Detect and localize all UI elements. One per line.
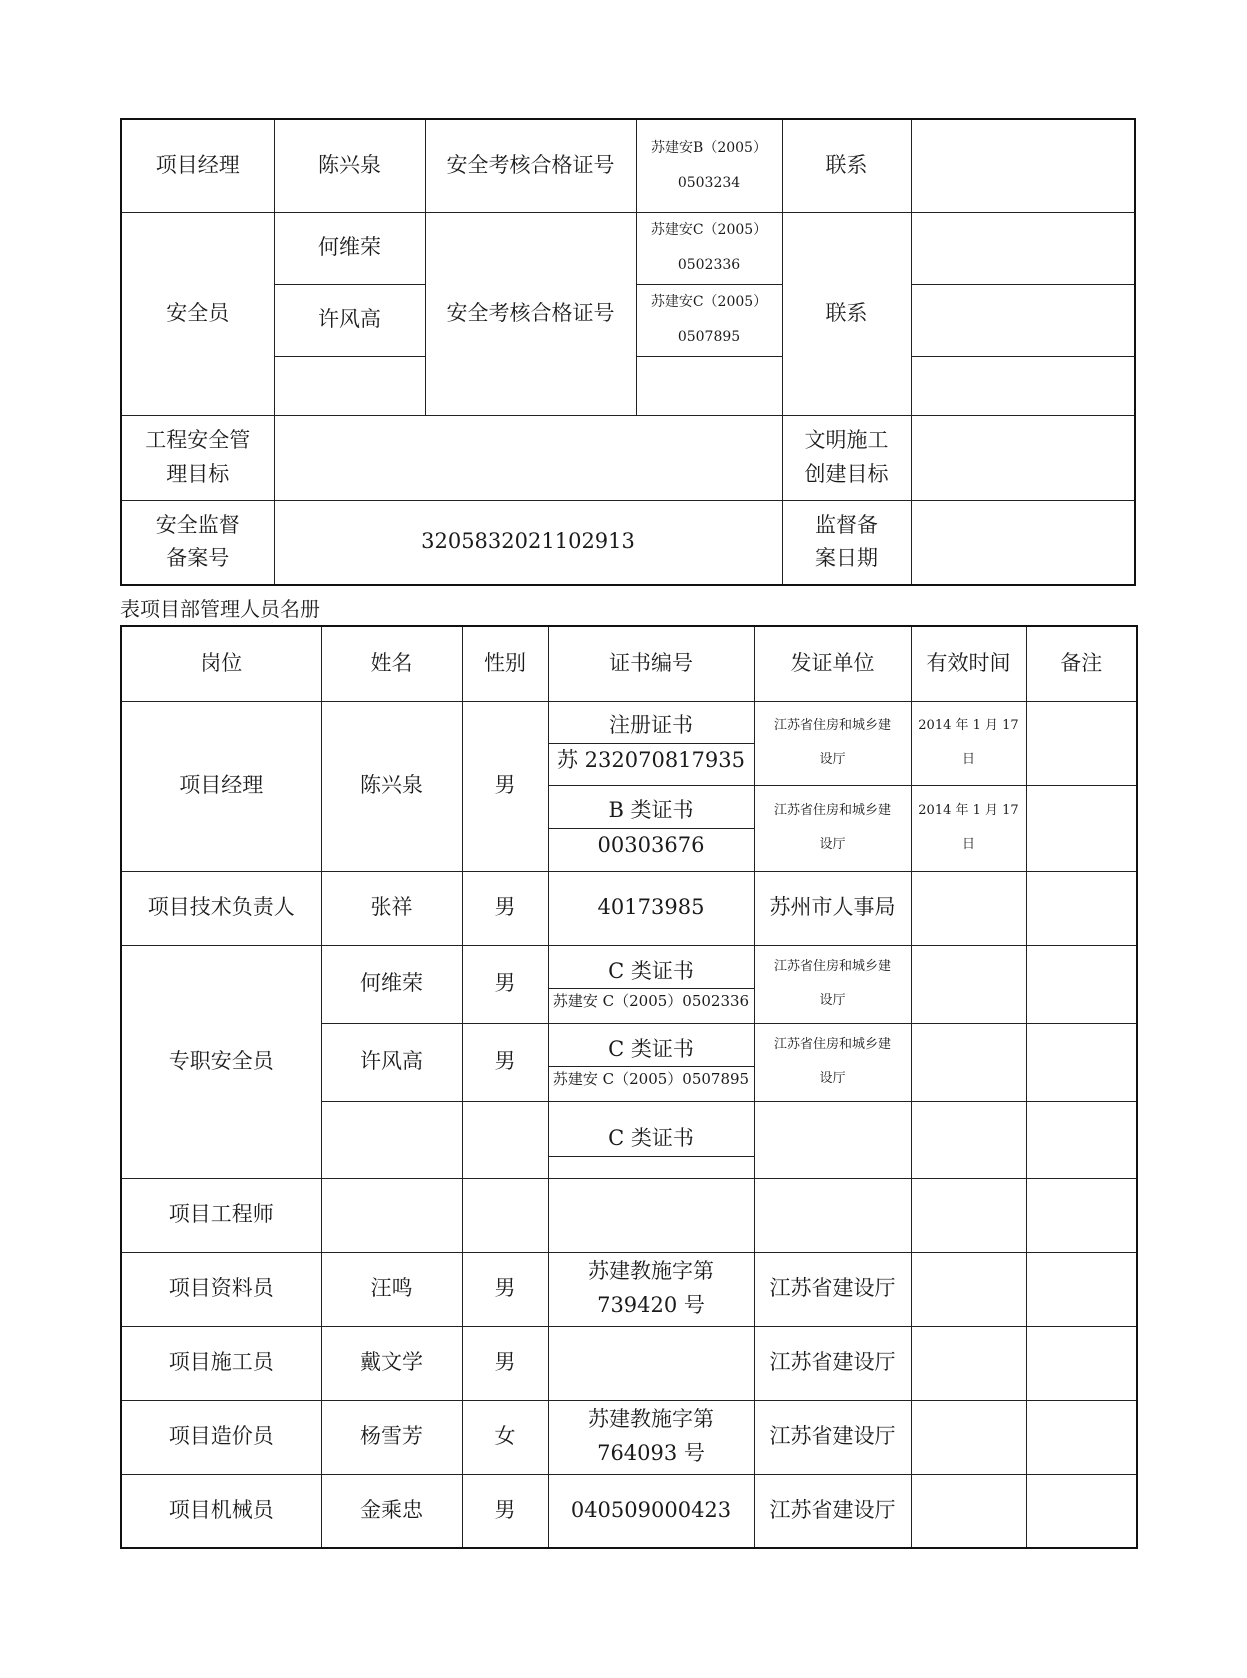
- table-row: [121, 871, 1137, 945]
- safety-officer-cert-number: [636, 356, 782, 415]
- header-cell: 发证单位: [754, 626, 911, 701]
- name-cell: 汪鸣: [321, 1252, 462, 1326]
- safety-officer-role-label: 安全员: [121, 212, 274, 415]
- valid-cell: 2014 年 1 月 17 日: [911, 785, 1026, 871]
- issuer-cell: [754, 1101, 911, 1178]
- issuer-cell: 江苏省建设厅: [754, 1400, 911, 1474]
- management-roster-table: [120, 625, 1138, 1549]
- pm-name: 陈兴泉: [274, 119, 425, 212]
- remark-cell: [1026, 1252, 1137, 1326]
- role-cell: 项目资料员: [121, 1252, 321, 1326]
- valid-cell: 2014 年 1 月 17 日: [911, 701, 1026, 785]
- cert-cell: [548, 1326, 754, 1400]
- table-header-row: [121, 626, 1137, 701]
- cert-cell: 40173985: [548, 871, 754, 945]
- cert-cell: [548, 1178, 754, 1252]
- safety-info-table: [120, 118, 1136, 586]
- role-cell: 项目造价员: [121, 1400, 321, 1474]
- table-row: [121, 701, 1137, 785]
- header-cell: 有效时间: [911, 626, 1026, 701]
- safety-officer-name: 何维荣: [274, 212, 425, 284]
- cert-cell: 040509000423: [548, 1474, 754, 1548]
- table-row: [121, 1252, 1137, 1326]
- name-cell: 何维荣: [321, 945, 462, 1023]
- safety-officer-cert-label: 安全考核合格证号: [425, 212, 636, 415]
- header-cell: 岗位: [121, 626, 321, 701]
- gender-cell: [462, 1178, 548, 1252]
- pm-cert-label: 安全考核合格证号: [425, 119, 636, 212]
- safety-officer-name: [274, 356, 425, 415]
- safety-officer-cert-number: 苏建安C（2005） 0502336: [636, 212, 782, 284]
- name-cell: 杨雪芳: [321, 1400, 462, 1474]
- valid-cell: [911, 1400, 1026, 1474]
- safety-goal-value: [274, 415, 782, 500]
- role-cell: 项目技术负责人: [121, 871, 321, 945]
- remark-cell: [1026, 945, 1137, 1023]
- safety-officer-cert-number: 苏建安C（2005） 0507895: [636, 284, 782, 356]
- name-cell: 戴文学: [321, 1326, 462, 1400]
- role-cell: 项目施工员: [121, 1326, 321, 1400]
- role-cell: 项目机械员: [121, 1474, 321, 1548]
- valid-cell: [911, 1023, 1026, 1101]
- gender-cell: 男: [462, 1023, 548, 1101]
- issuer-cell: [754, 1178, 911, 1252]
- cert-cell: 苏建教施字第 764093 号: [548, 1400, 754, 1474]
- civilized-construction-goal-value: [911, 415, 1135, 500]
- remark-cell: [1026, 1400, 1137, 1474]
- issuer-cell: 江苏省住房和城乡建 设厅: [754, 785, 911, 871]
- name-cell: 陈兴泉: [321, 701, 462, 871]
- valid-cell: [911, 1474, 1026, 1548]
- gender-cell: 男: [462, 945, 548, 1023]
- safety-officer-contact-label: 联系: [782, 212, 911, 415]
- supervision-record-label: 安全监督 备案号: [121, 500, 274, 585]
- supervision-date-label: 监督备 案日期: [782, 500, 911, 585]
- name-cell: 许风高: [321, 1023, 462, 1101]
- safety-officer-contact-value: [911, 356, 1135, 415]
- safety-officer-contact-value: [911, 284, 1135, 356]
- gender-cell: 女: [462, 1400, 548, 1474]
- header-cell: 姓名: [321, 626, 462, 701]
- issuer-cell: 苏州市人事局: [754, 871, 911, 945]
- safety-officer-contact-value: [911, 212, 1135, 284]
- pm-cert-number: 苏建安B（2005） 0503234: [636, 119, 782, 212]
- issuer-cell: 江苏省建设厅: [754, 1326, 911, 1400]
- cert-cell: C 类证书 苏建安 C（2005）0502336: [548, 945, 754, 1023]
- issuer-cell: 江苏省住房和城乡建 设厅: [754, 1023, 911, 1101]
- issuer-cell: 江苏省住房和城乡建 设厅: [754, 945, 911, 1023]
- table-row: [121, 1474, 1137, 1548]
- remark-cell: [1026, 701, 1137, 785]
- header-cell: 备注: [1026, 626, 1137, 701]
- header-cell: 证书编号: [548, 626, 754, 701]
- name-cell: [321, 1178, 462, 1252]
- supervision-record-number: 3205832021102913: [274, 500, 782, 585]
- name-cell: 金乘忠: [321, 1474, 462, 1548]
- role-cell: 专职安全员: [121, 945, 321, 1178]
- roster-caption: 表项目部管理人员名册: [120, 597, 320, 621]
- civilized-construction-goal-label: 文明施工 创建目标: [782, 415, 911, 500]
- valid-cell: [911, 1326, 1026, 1400]
- safety-officer-name: 许风高: [274, 284, 425, 356]
- table-row: [121, 1326, 1137, 1400]
- name-cell: [321, 1101, 462, 1178]
- valid-cell: [911, 945, 1026, 1023]
- role-cell: 项目工程师: [121, 1178, 321, 1252]
- remark-cell: [1026, 785, 1137, 871]
- cert-cell: C 类证书: [548, 1101, 754, 1178]
- safety-goal-label: 工程安全管 理目标: [121, 415, 274, 500]
- cert-cell: 苏建教施字第 739420 号: [548, 1252, 754, 1326]
- remark-cell: [1026, 1023, 1137, 1101]
- remark-cell: [1026, 871, 1137, 945]
- supervision-date-value: [911, 500, 1135, 585]
- header-cell: 性别: [462, 626, 548, 701]
- cert-cell: 注册证书 苏 232070817935: [548, 701, 754, 785]
- remark-cell: [1026, 1474, 1137, 1548]
- remark-cell: [1026, 1178, 1137, 1252]
- issuer-cell: 江苏省住房和城乡建 设厅: [754, 701, 911, 785]
- name-cell: 张祥: [321, 871, 462, 945]
- valid-cell: [911, 1178, 1026, 1252]
- cert-cell: C 类证书 苏建安 C（2005）0507895: [548, 1023, 754, 1101]
- valid-cell: [911, 1252, 1026, 1326]
- valid-cell: [911, 1101, 1026, 1178]
- table-row: [121, 1400, 1137, 1474]
- role-cell: 项目经理: [121, 701, 321, 871]
- remark-cell: [1026, 1326, 1137, 1400]
- gender-cell: [462, 1101, 548, 1178]
- remark-cell: [1026, 1101, 1137, 1178]
- issuer-cell: 江苏省建设厅: [754, 1474, 911, 1548]
- valid-cell: [911, 871, 1026, 945]
- cert-cell: B 类证书 00303676: [548, 785, 754, 871]
- gender-cell: 男: [462, 701, 548, 871]
- pm-role-label: 项目经理: [121, 119, 274, 212]
- pm-contact-value: [911, 119, 1135, 212]
- gender-cell: 男: [462, 1252, 548, 1326]
- pm-contact-label: 联系: [782, 119, 911, 212]
- gender-cell: 男: [462, 1326, 548, 1400]
- gender-cell: 男: [462, 871, 548, 945]
- table-row: [121, 1178, 1137, 1252]
- issuer-cell: 江苏省建设厅: [754, 1252, 911, 1326]
- table-row: [121, 945, 1137, 1023]
- gender-cell: 男: [462, 1474, 548, 1548]
